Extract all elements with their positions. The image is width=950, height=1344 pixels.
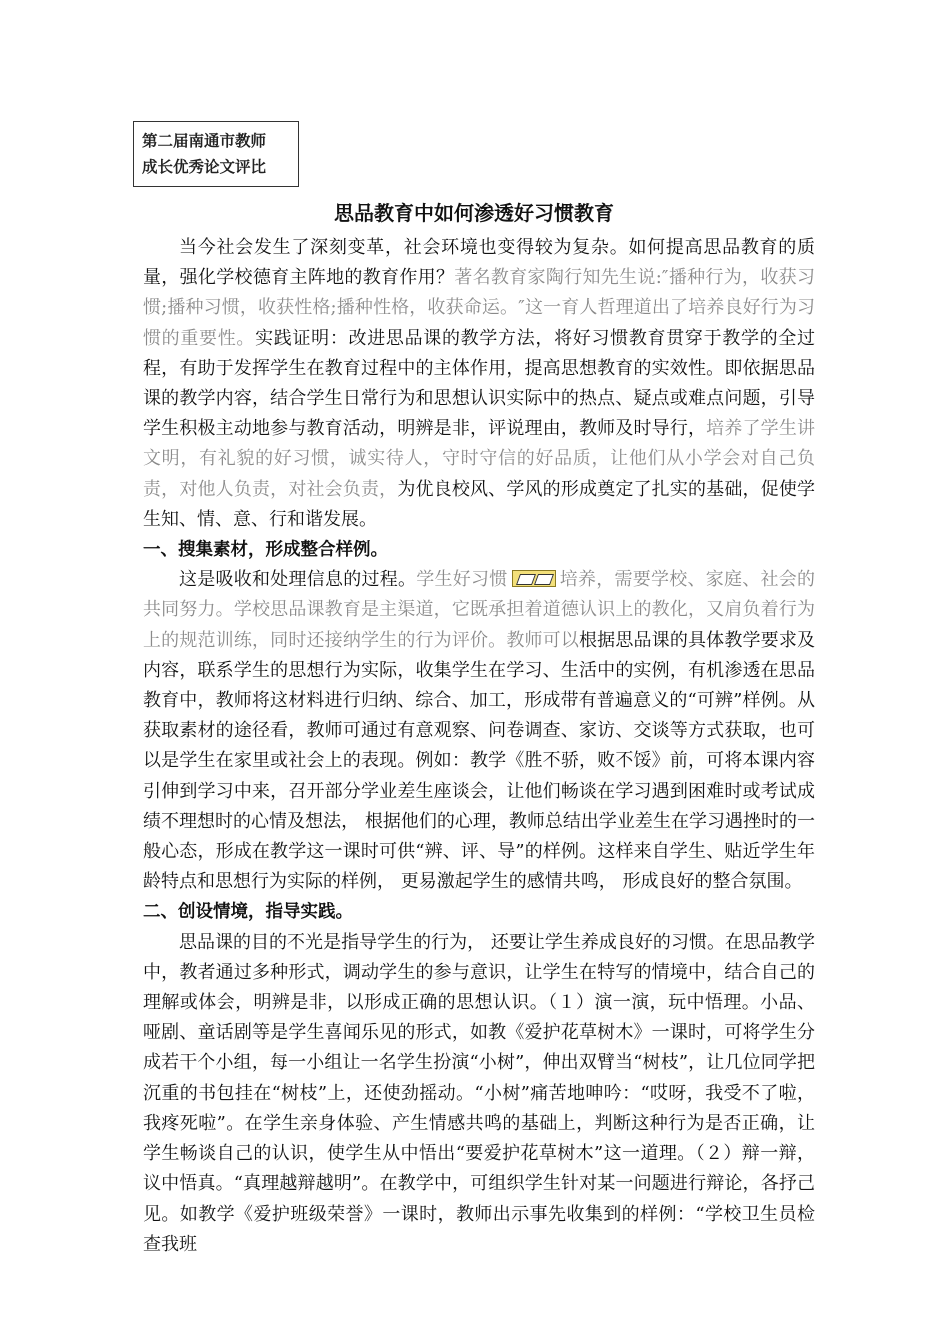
section-1-heading: 一、搜集素材，形成整合样例。 (143, 540, 388, 561)
section-1-sentence-2: 学生好习惯 (416, 569, 508, 591)
section-2-heading: 二、创设情境，指导实践。 (143, 902, 353, 923)
intro-sentence-4: 培养了学生讲文明，有礼貌的好习惯，诚实待人，守时守信的好品质，让他们从小学会对自己负责，对他人负责，对社会负责， (143, 418, 816, 500)
section-1-sentence-1: 这是吸收和处理信息的过程。 (179, 569, 417, 591)
section-1-sentence-3: 培养，需要学校、家庭、社会的共同努力。学校思品课教育是主渠道，它既承担着道德认识上的教化，又肩负着行为上的规范训练，同时还接纳学生的行为评价。教师可以 (143, 569, 815, 651)
section-1-paragraph (143, 565, 815, 897)
intro-sentence-1: 当今社会发生了深刻变革，社会环境也变得较为复杂。如何提高思品教育的质量，强化学校德育主阵地的教育作用？ (143, 237, 815, 289)
intro-sentence-5: 为优良校风、学风的形成奠定了扎实的基础，促使学生知、情、意、行和谐发展。 (143, 478, 816, 530)
document-title: 思品教育中如何渗透好习惯教育 (334, 201, 614, 225)
intro-quote-tao: 著名教育家陶行知先生说:″播种行为，收获习惯;播种习惯，收获性格;播种性格，收获命运。″这一育人哲理道出了培养良好行为习惯的重要性。 (143, 267, 815, 349)
intro-sentence-3: 实践证明：改进思品课的教学方法，将好习惯教育贯穿于教学的全过程，有助于发挥学生在教育过程中的主体作用，提高思想教育的实效性。即依据思品课的教学内容，结合学生日常行为和思想认识实际中的热点、疑点或难点问题，引导学生积极主动地参与教育活动，明辨是非，评说理由，教师及时导行， (143, 327, 816, 440)
contest-label-box (133, 121, 299, 187)
contest-label-line1: 第二届南通市教师 (142, 132, 267, 150)
contest-label-line2: 成长优秀论文评比 (142, 158, 267, 176)
inline-image-placeholder-icon (512, 570, 556, 587)
section-1-sentence-4: 根据思品课的具体教学要求及内容，联系学生的思想行为实际，收集学生在学习、生活中的实例，有机渗透在思品教育中，教师将这材料进行归纳、综合、加工，形成带有普遍意义的“可辨”样例。从获取素材的途径看，教师可通过有意观察、问卷调查、家访、交谈等方式获取，也可以是学生在家里或社会上的表现。例如：教学《胜不骄，败不馁》前，可将本课内容引伸到学习中来，召开部分学业差生座谈会，让他们畅谈在学习遇到困难时或考试成绩不理想时的心情及想法， 根据他们的心理，教师总结出学业差生在学习遇挫时的一般心态，形成在教学这一课时可供“辨、评、导”的样例。这样来自学生、贴近学生年龄特点和思想行为实际的样例， 更易激起学生的感情共鸣， 形成良好的整合氛围。 (143, 629, 815, 893)
document-body (143, 233, 815, 1260)
intro-paragraph (143, 233, 815, 535)
section-2-paragraph: 思品课的目的不光是指导学生的行为， 还要让学生养成良好的习惯。在思品教学中，教者通过多种形式，调动学生的参与意识，让学生在特写的情境中，结合自己的理解或体会，明辨是非，以形成正确的思想认识。（１）演一演，玩中悟理。小品、哑剧、童话剧等是学生喜闻乐见的形式，如教《爱护花草树木》一课时，可将学生分成若干个小组，每一小组让一名学生扮演“小树”，伸出双臂当“树枝”，让几位同学把沉重的书包挂在“树枝”上，还使劲摇动。“小树”痛苦地呻吟：“哎呀，我受不了啦，我疼死啦”。在学生亲身体验、产生情感共鸣的基础上，判断这种行为是否正确，让学生畅谈自己的认识，使学生从中悟出“要爱护花草树木”这一道理。（２）辩一辩，议中悟真。“真理越辩越明”。在教学中，可组织学生针对某一问题进行辩论，各抒己见。如教学《爱护班级荣誉》一课时，教师出示事先收集到的样例：“学校卫生员检查我班 (143, 931, 815, 1255)
